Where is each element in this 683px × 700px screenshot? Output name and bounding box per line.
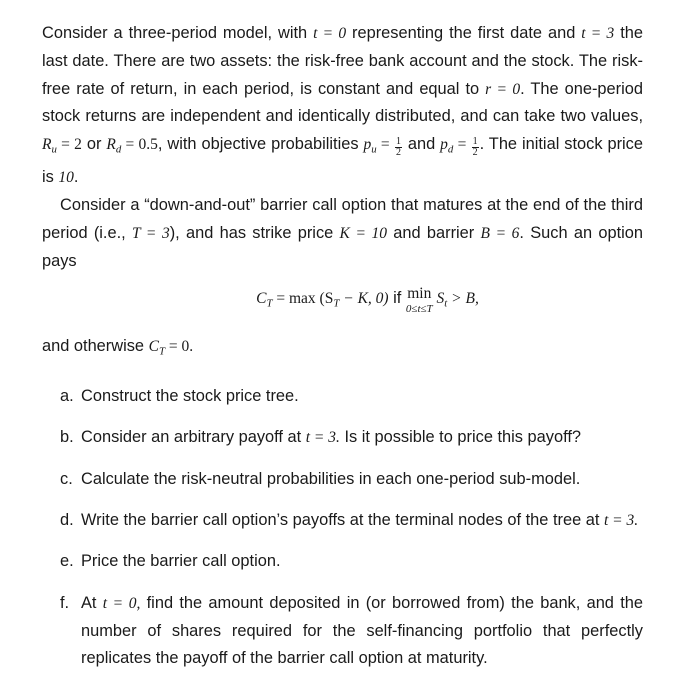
fraction-one-half xyxy=(472,137,479,158)
sym: R xyxy=(42,136,52,154)
question-label: b. xyxy=(60,428,74,447)
eq: = xyxy=(376,136,394,154)
math-s0: 10 xyxy=(58,169,74,187)
sym: p xyxy=(440,136,448,154)
question-text: Is it possible to price this payoff? xyxy=(339,428,582,447)
text-span: , with objective probabilities xyxy=(157,135,364,154)
math-ct0 xyxy=(148,338,194,358)
formula-lhs xyxy=(256,290,389,310)
math-T3: T = 3 xyxy=(131,224,170,242)
sub: T xyxy=(158,345,165,358)
question-text: At xyxy=(81,593,103,612)
question-d xyxy=(42,507,643,535)
text-span: . xyxy=(73,168,79,187)
barrier-paragraph xyxy=(42,192,643,275)
math-r0: r = 0 xyxy=(485,80,521,98)
question-label: f. xyxy=(60,593,70,612)
question-f xyxy=(42,590,643,673)
sym: C xyxy=(148,338,159,356)
tail: > B, xyxy=(447,290,479,308)
min-limits: 0≤t≤T xyxy=(405,303,433,316)
question-text: find the amount deposited in (or borrowed from) the bank, and the number of shares required for the self-financing portfolio that perfectly replicates the payoff of the barrier call option at maturity. xyxy=(81,593,643,668)
sub: t xyxy=(444,297,448,310)
question-text: Consider an arbitrary payoff at xyxy=(81,428,306,447)
question-b xyxy=(42,424,643,452)
question-label: e. xyxy=(60,552,74,571)
text-span: ), and has strike price xyxy=(169,223,340,242)
numerator: 1 xyxy=(395,135,401,147)
payoff-formula xyxy=(67,285,668,325)
question-list xyxy=(42,383,643,673)
intro-paragraph xyxy=(42,20,643,192)
sym: S xyxy=(432,290,445,308)
formula-condition xyxy=(432,290,479,310)
math-t3: t = 3. xyxy=(603,512,639,530)
question-e xyxy=(42,548,643,576)
math-pd xyxy=(440,135,479,158)
text-span: . The initial stock price is xyxy=(42,135,643,187)
if-word: if xyxy=(388,289,406,308)
math-t0: t = 0, xyxy=(102,594,141,612)
text-span: . Such an option pays xyxy=(42,223,643,270)
text-span: representing the first date and xyxy=(346,24,582,42)
math-t3: t = 3 xyxy=(581,25,615,42)
math-K10: K = 10 xyxy=(339,224,388,242)
sub: u xyxy=(51,143,57,156)
question-label: d. xyxy=(60,511,74,530)
text-span: and xyxy=(402,135,441,154)
question-text: Write the barrier call option’s payoffs at the terminal nodes of the tree at xyxy=(81,511,604,530)
max-expr: = max (S xyxy=(272,290,334,308)
question-text: Calculate the risk-neutral probabilities in each one-period sub-model. xyxy=(81,469,581,488)
text-span: Consider a “down-and-out” barrier call option that matures at the end of the third period (i.e., xyxy=(42,196,643,242)
text-span: Consider a three-period model, with xyxy=(42,24,314,42)
text-span: . The one-period stock returns are independent and identically distributed, and can take two values, xyxy=(42,79,643,126)
question-label: c. xyxy=(60,469,73,488)
sub: u xyxy=(371,143,377,156)
sub: T xyxy=(333,297,340,310)
question-text: Price the barrier call option. xyxy=(81,552,281,571)
sub: T xyxy=(266,297,273,310)
val: = 2 xyxy=(56,136,82,154)
question-text: Construct the stock price tree. xyxy=(81,386,299,405)
math-t3: t = 3. xyxy=(305,429,340,447)
sym: R xyxy=(106,136,116,154)
fraction-one-half xyxy=(395,137,402,158)
math-t0: t = 0 xyxy=(313,25,347,42)
numerator: 1 xyxy=(472,135,478,147)
math-B6: B = 6 xyxy=(480,224,520,242)
min-operator xyxy=(406,285,433,315)
question-c xyxy=(42,466,643,494)
math-pu xyxy=(363,135,403,158)
question-label: a. xyxy=(60,386,74,405)
otherwise-line xyxy=(42,333,643,366)
val: = 0.5 xyxy=(121,136,158,154)
denominator: 2 xyxy=(472,146,478,158)
text-span: the last date. There are two assets: the risk-free bank account and the stock. The risk-free rate of return, in each period, is constant and equal to xyxy=(42,24,643,98)
text-span: or xyxy=(81,135,107,154)
text-span: and barrier xyxy=(387,223,481,242)
eq: = xyxy=(453,136,471,154)
sub: d xyxy=(115,143,122,156)
min-word: min xyxy=(407,285,432,303)
math-rd xyxy=(106,136,158,156)
text-span: and otherwise xyxy=(42,337,149,356)
question-a xyxy=(42,383,643,411)
sym: C xyxy=(256,290,267,308)
denominator: 2 xyxy=(395,146,401,158)
sym: p xyxy=(363,136,372,154)
val: = 0. xyxy=(164,338,194,356)
rest-expr: − K, 0) xyxy=(339,290,389,308)
sub: d xyxy=(447,143,454,156)
math-ru xyxy=(42,136,82,156)
